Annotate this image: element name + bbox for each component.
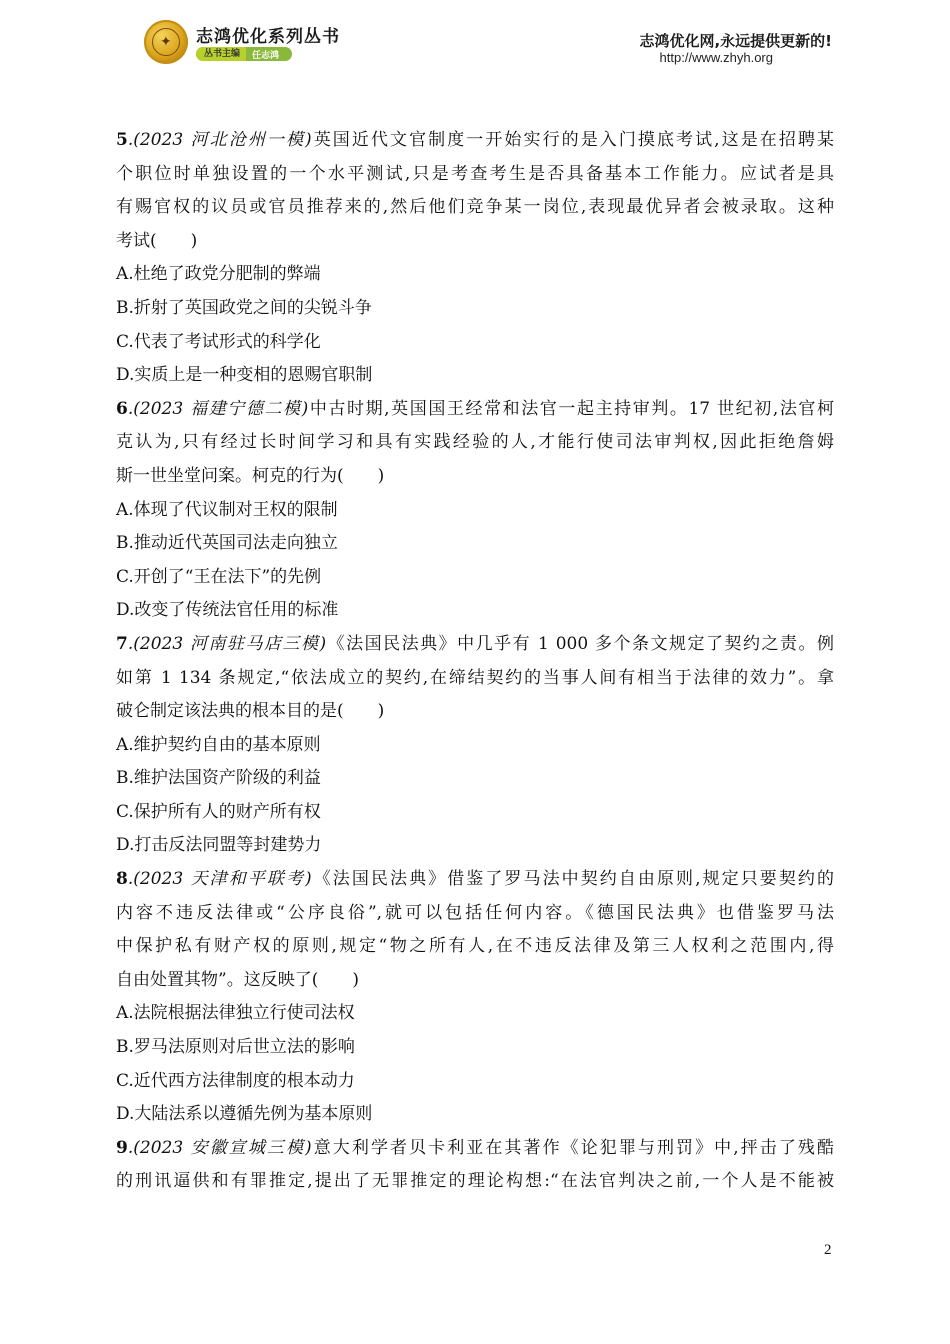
option-6c: C.开创了“王在法下”的先例 bbox=[116, 566, 322, 587]
option-8b: B.罗马法原则对后世立法的影响 bbox=[116, 1037, 355, 1058]
question-8-line-1: 8.(2023 天津和平联考)《法国民法典》借鉴了罗马法中契约自由原则,规定只要契约的 bbox=[116, 869, 834, 890]
option-7d: D.打击反法同盟等封建势力 bbox=[116, 835, 322, 856]
option-6b: B.推动近代英国司法走向独立 bbox=[116, 533, 338, 554]
question-7-line-2: 如第 1 134 条规定,“依法成立的契约,在缔结契约的当事人间有相当于法律的效力”。拿 bbox=[116, 667, 834, 688]
question-5-line-1: 5.(2023 河北沧州一模)英国近代文官制度一开始实行的是入门摸底考试,这是在招聘某 bbox=[116, 130, 834, 150]
option-7b: B.维护法国资产阶级的利益 bbox=[116, 768, 321, 789]
question-6-line-2: 克认为,只有经过长时间学习和具有实践经验的人,才能行使司法审判权,因此拒绝詹姆 bbox=[116, 432, 834, 453]
question-list bbox=[116, 124, 834, 1199]
editor-name: 任志鸿 bbox=[252, 50, 280, 61]
editor-label: 丛书主编 bbox=[196, 47, 246, 61]
question-7-line-3: 破仑制定该法典的根本目的是( ) bbox=[116, 701, 385, 722]
option-8c: C.近代西方法律制度的根本动力 bbox=[116, 1070, 355, 1091]
option-8a: A.法院根据法律独立行使司法权 bbox=[116, 1003, 355, 1024]
option-6d: D.改变了传统法官任用的标准 bbox=[116, 600, 339, 621]
question-6-line-3: 斯一世坐堂问案。柯克的行为( ) bbox=[116, 465, 385, 486]
question-9-line-1: 9.(2023 安徽宣城三模)意大利学者贝卡利亚在其著作《论犯罪与刑罚》中,抨击了残酷 bbox=[116, 1137, 834, 1158]
page-number: 2 bbox=[824, 1242, 832, 1258]
option-5a: A.杜绝了政党分肥制的弊端 bbox=[116, 264, 321, 285]
option-7c: C.保护所有人的财产所有权 bbox=[116, 801, 321, 822]
question-9-line-2: 的刑讯逼供和有罪推定,提出了无罪推定的理论构想:“在法官判决之前,一个人是不能被 bbox=[116, 1171, 834, 1192]
editor-badge bbox=[196, 47, 292, 61]
option-5b: B.折射了英国政党之间的尖锐斗争 bbox=[116, 297, 372, 318]
question-5-line-2: 个职位时单独设置的一个水平测试,只是考查考生是否具备基本工作能力。应试者是具 bbox=[116, 163, 834, 184]
question-8-line-3: 中保护私有财产权的原则,规定“物之所有人,在不违反法律及第三人权利之范围内,得 bbox=[116, 936, 834, 957]
question-7-line-1: 7.(2023 河南驻马店三模)《法国民法典》中几乎有 1 000 多个条文规定了契约之责。例 bbox=[116, 633, 834, 654]
option-6a: A.体现了代议制对王权的限制 bbox=[116, 499, 338, 520]
question-5-line-3: 有赐官权的议员或官员推荐来的,然后他们竞争某一岗位,表现最优异者会被录取。这种 bbox=[116, 197, 834, 218]
question-8-line-4: 自由处置其物”。这反映了( ) bbox=[116, 969, 359, 990]
option-5c: C.代表了考试形式的科学化 bbox=[116, 331, 321, 352]
site-url[interactable]: http://www.zhyh.org bbox=[659, 50, 773, 65]
site-slogan: 志鸿优化网,永远提供更新的! bbox=[639, 32, 832, 50]
option-8d: D.大陆法系以遵循先例为基本原则 bbox=[116, 1104, 373, 1125]
option-5d: D.实质上是一种变相的恩赐官职制 bbox=[116, 365, 373, 386]
medal-bird-icon: ✦ bbox=[144, 20, 188, 64]
question-6-line-1: 6.(2023 福建宁德二模)中古时期,英国国王经常和法官一起主持审判。17 世纪初,法官柯 bbox=[116, 398, 834, 419]
question-5-line-4: 考试( ) bbox=[116, 230, 198, 251]
series-title: 志鸿优化系列丛书 bbox=[196, 27, 340, 47]
page-header bbox=[0, 0, 950, 90]
question-8-line-2: 内容不违反法律或“公序良俗”,就可以包括任何内容。《德国民法典》也借鉴罗马法 bbox=[116, 902, 834, 923]
option-7a: A.维护契约自由的基本原则 bbox=[116, 734, 321, 755]
